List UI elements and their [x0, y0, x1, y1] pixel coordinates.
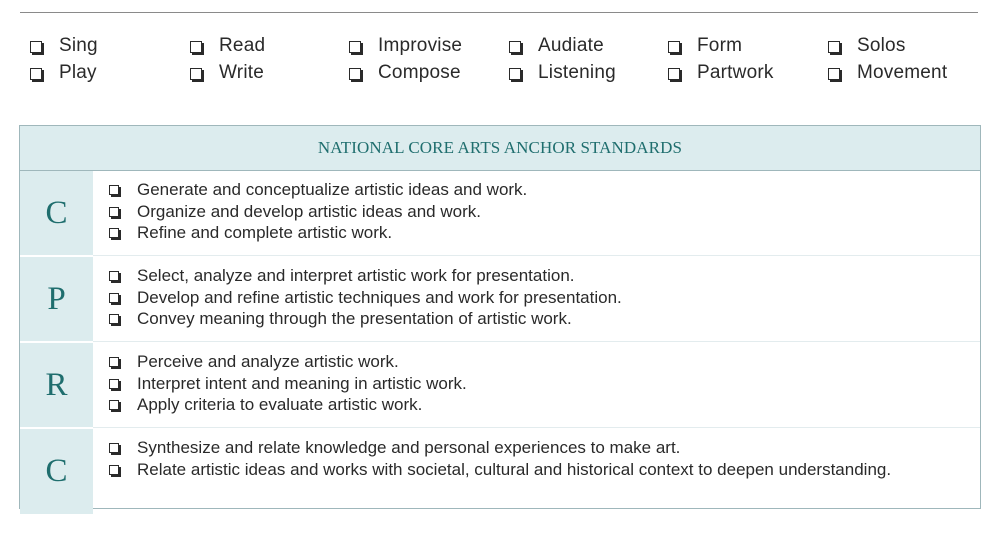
checklist-item[interactable]	[826, 32, 978, 59]
standards-list	[93, 171, 980, 256]
checkbox-icon[interactable]	[828, 41, 840, 53]
checklist-item[interactable]	[188, 32, 347, 59]
standards-row-letter: R	[20, 343, 93, 428]
checklist-item[interactable]	[188, 59, 347, 86]
checkbox-icon[interactable]	[30, 41, 42, 53]
standard-item[interactable]	[107, 394, 980, 416]
checklist-item[interactable]	[347, 59, 507, 86]
checkbox-icon[interactable]	[109, 185, 119, 195]
standards-list	[93, 257, 980, 342]
standard-item[interactable]	[107, 222, 980, 244]
checkbox-icon[interactable]	[109, 400, 119, 410]
activity-checklist	[28, 32, 978, 86]
standard-item[interactable]	[107, 179, 980, 201]
standard-item[interactable]	[107, 265, 980, 287]
standards-list	[93, 429, 980, 514]
standard-item-text: Refine and complete artistic work.	[137, 223, 393, 242]
checklist-item-label: Write	[219, 61, 264, 83]
checklist-item-label: Form	[697, 34, 743, 56]
checklist-item[interactable]	[507, 32, 666, 59]
checkbox-icon[interactable]	[668, 41, 680, 53]
checkbox-icon[interactable]	[509, 68, 521, 80]
standard-item[interactable]	[107, 201, 980, 223]
standard-item-text: Organize and develop artistic ideas and work.	[137, 201, 481, 221]
standard-item[interactable]	[107, 351, 980, 373]
standards-row	[20, 429, 980, 514]
anchor-standards-table	[19, 125, 981, 509]
checklist-item-label: Solos	[857, 34, 906, 56]
checklist-item[interactable]	[666, 59, 826, 86]
standard-item[interactable]	[107, 287, 980, 309]
standards-row-letter: C	[20, 171, 93, 256]
standards-row	[20, 257, 980, 343]
checklist-item[interactable]	[666, 32, 826, 59]
checklist-item-label: Read	[219, 34, 266, 56]
checklist-item-label: Listening	[538, 61, 616, 83]
standard-item-text: Perceive and analyze artistic work.	[137, 352, 399, 371]
checklist-item-label: Sing	[59, 34, 98, 56]
checkbox-icon[interactable]	[109, 443, 119, 453]
standards-row-letter: C	[20, 429, 93, 514]
checklist-item-label: Compose	[378, 61, 461, 83]
checklist-item-label: Play	[59, 61, 97, 83]
checkbox-icon[interactable]	[109, 271, 119, 281]
checkbox-icon[interactable]	[349, 68, 361, 80]
checkbox-icon[interactable]	[190, 68, 202, 80]
top-divider	[20, 12, 978, 13]
checklist-item[interactable]	[28, 59, 188, 86]
standards-row	[20, 171, 980, 257]
checkbox-icon[interactable]	[30, 68, 42, 80]
checkbox-icon[interactable]	[109, 228, 119, 238]
checklist-item[interactable]	[347, 32, 507, 59]
standard-item-text: Generate and conceptualize artistic ideas and work.	[137, 180, 528, 199]
standard-item[interactable]	[107, 437, 980, 459]
checklist-item-label: Partwork	[697, 61, 774, 83]
checklist-item[interactable]	[28, 32, 188, 59]
standard-item[interactable]	[107, 459, 980, 481]
standard-item-text: Convey meaning through the presentation of artistic work.	[137, 309, 572, 328]
checklist-item[interactable]	[507, 59, 666, 86]
checkbox-icon[interactable]	[109, 314, 119, 324]
standard-item[interactable]	[107, 373, 980, 395]
standard-item-text: Interpret intent and meaning in artistic work.	[137, 373, 467, 393]
checkbox-icon[interactable]	[109, 357, 119, 367]
checkbox-icon[interactable]	[349, 41, 361, 53]
checkbox-icon[interactable]	[190, 41, 202, 53]
standard-item-text: Apply criteria to evaluate artistic work.	[137, 395, 423, 414]
checklist-item[interactable]	[826, 59, 978, 86]
standard-item-text: Relate artistic ideas and works with societal, cultural and historical context to deepen understanding.	[137, 459, 892, 479]
standard-item-text: Develop and refine artistic techniques and work for presentation.	[137, 287, 622, 307]
checkbox-icon[interactable]	[109, 379, 119, 389]
checklist-item-label: Movement	[857, 61, 948, 83]
checkbox-icon[interactable]	[668, 68, 680, 80]
checkbox-icon[interactable]	[109, 465, 119, 475]
checklist-item-label: Audiate	[538, 34, 604, 56]
standards-row-letter: P	[20, 257, 93, 342]
checkbox-icon[interactable]	[109, 207, 119, 217]
standard-item-text: Select, analyze and interpret artistic work for presentation.	[137, 266, 575, 285]
standard-item-text: Synthesize and relate knowledge and personal experiences to make art.	[137, 438, 681, 457]
checkbox-icon[interactable]	[828, 68, 840, 80]
standard-item[interactable]	[107, 308, 980, 330]
checklist-item-label: Improvise	[378, 34, 463, 56]
checkbox-icon[interactable]	[509, 41, 521, 53]
standards-list	[93, 343, 980, 428]
standards-title: NATIONAL CORE ARTS ANCHOR STANDARDS	[20, 126, 980, 171]
checkbox-icon[interactable]	[109, 293, 119, 303]
standards-row	[20, 343, 980, 429]
